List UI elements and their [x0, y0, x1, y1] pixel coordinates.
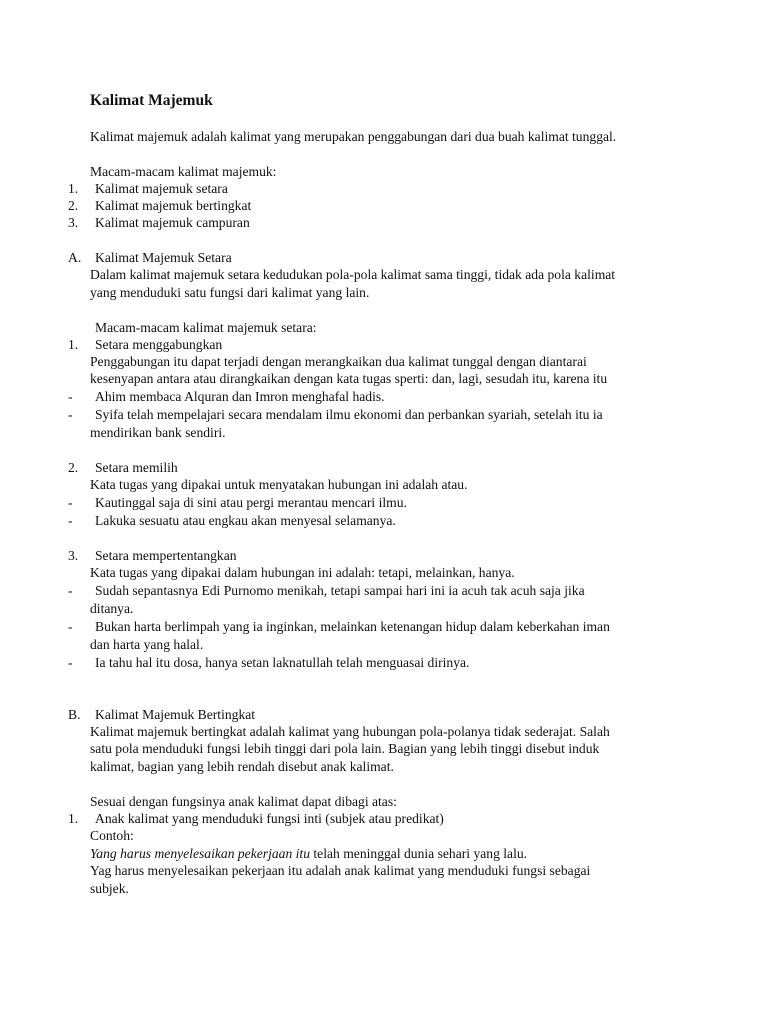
section-b-marker: B.: [68, 707, 81, 722]
example-item: Syifa telah mempelajari secara mendalam ilmu ekonomi dan perbankan syariah, setelah itu ia: [95, 407, 603, 422]
example-label: Contoh:: [90, 828, 134, 843]
dash-marker: -: [68, 495, 73, 510]
section-a-subheading: Macam-macam kalimat majemuk setara:: [95, 320, 317, 335]
example-italic: Yang harus menyelesaikan pekerjaan itu: [90, 846, 310, 861]
section-a-heading: Kalimat Majemuk Setara: [95, 250, 232, 265]
dash-marker: -: [68, 655, 73, 670]
list-item: Kalimat majemuk campuran: [95, 215, 250, 230]
example-item: Bukan harta berlimpah yang ia inginkan, melainkan ketenangan hidup dalam keberkahan iman: [95, 619, 610, 634]
section-a-paragraph: Dalam kalimat majemuk setara kedudukan pola-pola kalimat sama tinggi, tidak ada pola kalimat: [90, 267, 616, 282]
section-b-paragraph: Kalimat majemuk bertingkat adalah kalimat yang hubungan pola-polanya tidak sederajat. Salah: [90, 724, 610, 739]
item-title: Setara memilih: [95, 460, 178, 475]
item-description: kesenyapan antara atau dirangkaikan dengan kata tugas sperti: dan, lagi, sesudah itu, karena itu: [90, 371, 608, 386]
example-explanation: subjek.: [90, 881, 129, 896]
section-a-paragraph: yang menduduki satu fungsi dari kalimat yang lain.: [90, 285, 370, 300]
list-marker: 2.: [68, 460, 79, 475]
example-rest: telah meninggal dunia sehari yang lalu.: [310, 846, 528, 861]
example-item: ditanya.: [90, 601, 134, 616]
item-title: Anak kalimat yang menduduki fungsi inti (subjek atau predikat): [95, 811, 444, 826]
dash-marker: -: [68, 513, 73, 528]
page-title: Kalimat Majemuk: [90, 92, 213, 109]
list-marker: 2.: [68, 198, 79, 213]
section-b-paragraph: satu pola menduduki fungsi lebih tinggi dari pola lain. Bagian yang lebih tinggi disebut induk: [90, 741, 600, 756]
dash-marker: -: [68, 389, 73, 404]
dash-marker: -: [68, 583, 73, 598]
item-description: Kata tugas yang dipakai dalam hubungan ini adalah: tetapi, melainkan, hanya.: [90, 565, 515, 580]
example-item: Ia tahu hal itu dosa, hanya setan laknatullah telah menguasai dirinya.: [95, 655, 470, 670]
item-description: Kata tugas yang dipakai untuk menyatakan hubungan ini adalah atau.: [90, 477, 468, 492]
intro-paragraph: Kalimat majemuk adalah kalimat yang merupakan penggabungan dari dua buah kalimat tunggal.: [90, 129, 617, 144]
example-item: mendirikan bank sendiri.: [90, 425, 226, 440]
section-a-marker: A.: [68, 250, 82, 265]
list-marker: 3.: [68, 548, 79, 563]
list-item: Kalimat majemuk setara: [95, 181, 228, 196]
item-description: Penggabungan itu dapat terjadi dengan merangkaikan dua kalimat tunggal dengan diantarai: [90, 354, 587, 369]
example-item: Kautinggal saja di sini atau pergi merantau mencari ilmu.: [95, 495, 407, 510]
example-sentence: [90, 845, 527, 862]
example-item: Ahim membaca Alquran dan Imron menghafal hadis.: [95, 389, 385, 404]
item-title: Setara mempertentangkan: [95, 548, 237, 563]
example-explanation: Yag harus menyelesaikan pekerjaan itu adalah anak kalimat yang menduduki fungsi sebagai: [90, 863, 591, 878]
item-title: Setara menggabungkan: [95, 337, 223, 352]
example-item: Sudah sepantasnya Edi Purnomo menikah, tetapi sampai hari ini ia acuh tak acuh saja jika: [95, 583, 585, 598]
example-item: dan harta yang halal.: [90, 637, 204, 652]
section-b-paragraph: kalimat, bagian yang lebih rendah disebut anak kalimat.: [90, 759, 394, 774]
list-marker: 1.: [68, 337, 79, 352]
list-item: Kalimat majemuk bertingkat: [95, 198, 252, 213]
dash-marker: -: [68, 407, 73, 422]
example-item: Lakuka sesuatu atau engkau akan menyesal selamanya.: [95, 513, 396, 528]
section-b-heading: Kalimat Majemuk Bertingkat: [95, 707, 256, 722]
dash-marker: -: [68, 619, 73, 634]
list-marker: 1.: [68, 811, 79, 826]
list-marker: 1.: [68, 181, 79, 196]
list-marker: 3.: [68, 215, 79, 230]
section-b-subheading: Sesuai dengan fungsinya anak kalimat dapat dibagi atas:: [90, 794, 397, 809]
types-heading: Macam-macam kalimat majemuk:: [90, 164, 277, 179]
